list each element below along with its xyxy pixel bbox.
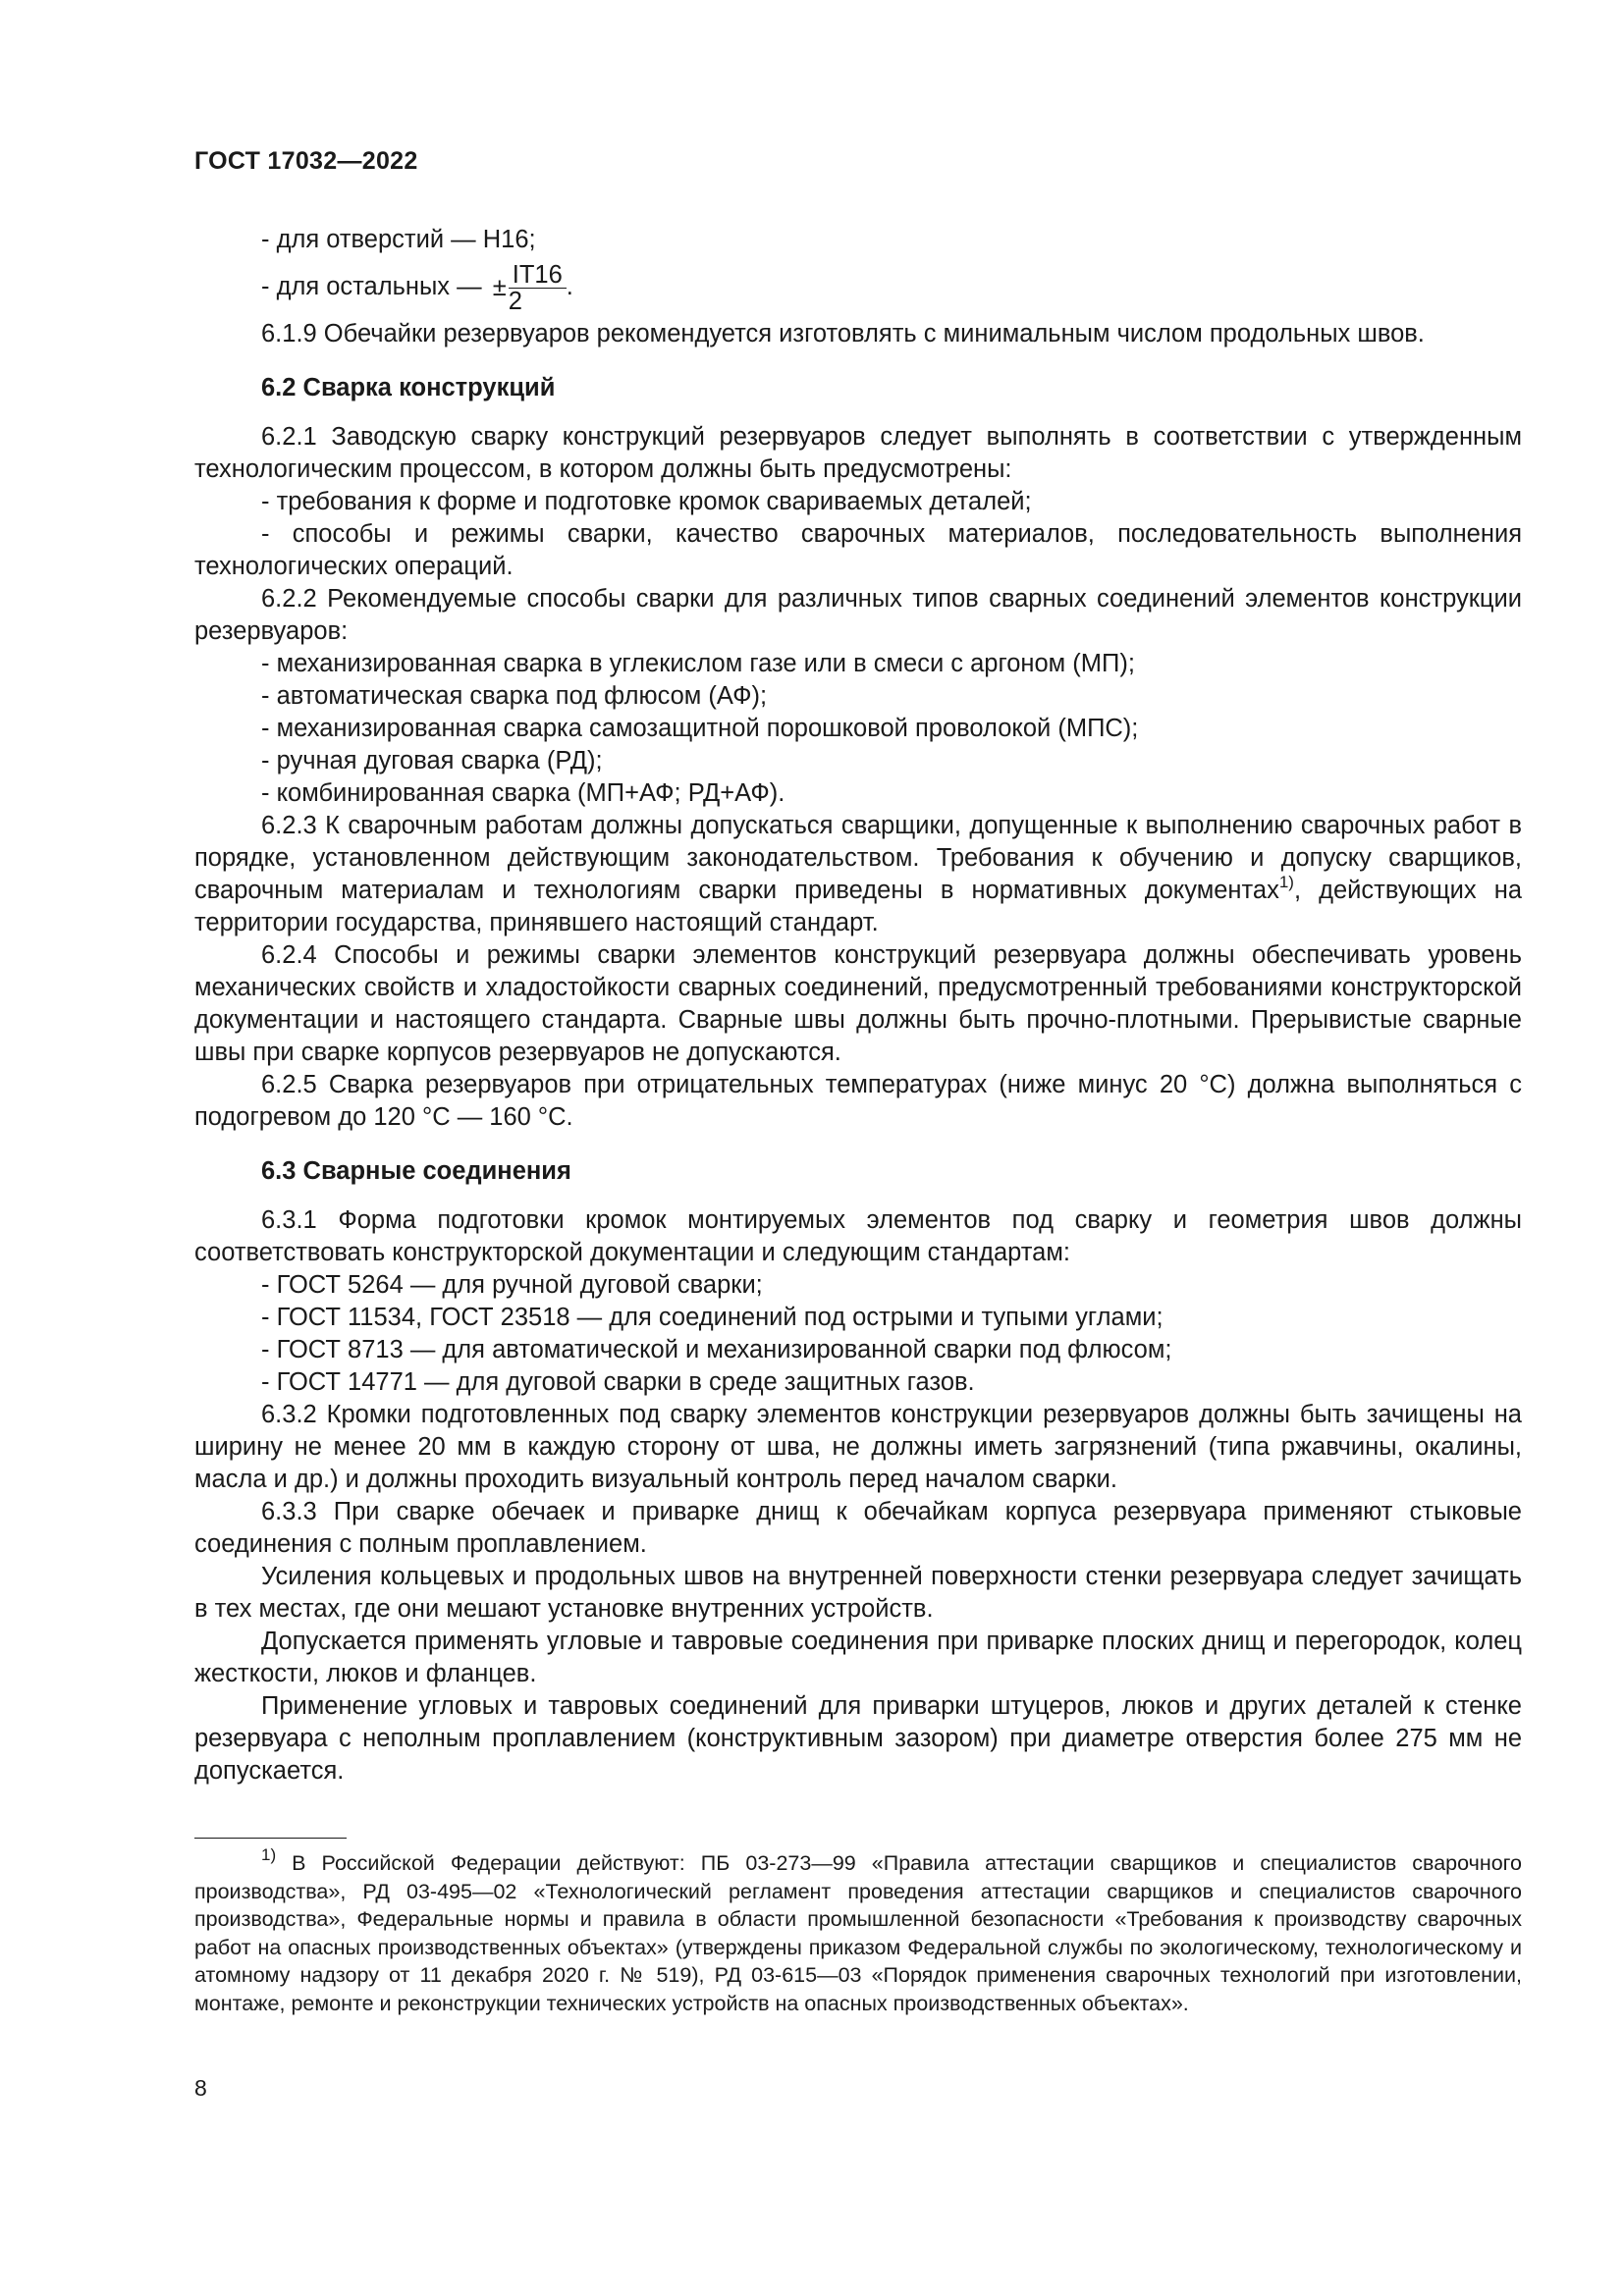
plus-minus-sign: ± — [492, 274, 507, 301]
paragraph-6-2-3-text: 6.2.3 К сварочным работам должны допускаться сварщики, допущенные к выполнению сварочных работ в порядке, установленном действующим законодательством. Требования к обучению и допуску сварщиков, сварочным материалам и технологиям сварки приведены в нормативных документах — [194, 812, 1522, 904]
paragraph-6-3-2: 6.3.2 Кромки подготовленных под сварку элементов конструкции резервуаров должны быть зачищены на ширину не менее 20 мм в каждую сторону от шва, не должны иметь загрязнений (типа ржавчины, окалины, масла и др.) и должны проходить визуальный контроль перед началом сварки. — [194, 1401, 1522, 1493]
list-item: - комбинированная сварка (МП+АФ; РД+АФ). — [261, 779, 785, 807]
others-prefix: - для остальных — — [261, 273, 482, 301]
list-item-others — [194, 262, 1522, 314]
tolerance-fraction — [509, 262, 567, 314]
document-header: ГОСТ 17032—2022 — [194, 147, 418, 175]
footnote-mark: 1) — [261, 1844, 277, 1864]
paragraph-6-3-3-b: Усиления кольцевых и продольных швов на внутренней поверхности стенки резервуара следует зачищать в тех местах, где они мешают установке внутренних устройств. — [194, 1563, 1522, 1623]
fraction-denominator: 2 — [508, 288, 522, 315]
others-suffix: . — [566, 273, 573, 301]
paragraph-6-2-2: 6.2.2 Рекомендуемые способы сварки для различных типов сварных соединений элементов конструкции резервуаров: — [194, 585, 1522, 645]
paragraph-6-2-3 — [194, 810, 1522, 939]
list-item: - автоматическая сварка под флюсом (АФ); — [261, 682, 768, 710]
paragraph-6-3-3-c: Допускается применять угловые и тавровые соединения при приварке плоских днищ и перегородок, колец жесткости, люков и фланцев. — [194, 1628, 1522, 1687]
paragraph-6-2-5: 6.2.5 Сварка резервуаров при отрицательных температурах (ниже минус 20 °С) должна выполняться с подогревом до 120 °С — 160 °С. — [194, 1071, 1522, 1131]
list-item: - ГОСТ 11534, ГОСТ 23518 — для соединений под острыми и тупыми углами; — [261, 1304, 1164, 1331]
list-item: - ГОСТ 14771 — для дуговой сварки в среде защитных газов. — [261, 1368, 975, 1396]
paragraph-6-2-1: 6.2.1 Заводскую сварку конструкций резервуаров следует выполнять в соответствии с утвержденным технологическим процессом, в котором должны быть предусмотрены: — [194, 423, 1522, 483]
list-item: - ГОСТ 8713 — для автоматической и механизированной сварки под флюсом; — [261, 1336, 1172, 1363]
paragraph-6-3-1: 6.3.1 Форма подготовки кромок монтируемых элементов под сварку и геометрия швов должны соответствовать конструкторской документации и следующим стандартам: — [194, 1206, 1522, 1266]
footnote-reference: 1) — [1278, 872, 1294, 891]
footnote-separator — [194, 1838, 347, 1839]
document-body — [194, 224, 1522, 1788]
footnote-text — [194, 1844, 1522, 2017]
fraction-numerator: IT16 — [509, 262, 567, 289]
section-title-6-2: 6.2 Сварка конструкций — [261, 374, 556, 401]
footnote — [194, 1844, 1522, 2017]
list-item: - механизированная сварка в углекислом газе или в смеси с аргоном (МП); — [261, 650, 1135, 677]
list-item: - механизированная сварка самозащитной порошковой проволокой (МПС); — [261, 715, 1139, 742]
footnote-body: В Российской Федерации действуют: ПБ 03-273—99 «Правила аттестации сварщиков и специалистов сварочного производства», РД 03-495—02 «Технологический регламент проведения аттестации сварщиков и специалистов сварочного производства», Федеральные нормы и правила в области промышленной безопасности «Требования к производству сварочных работ на опасных производственных объектах» (утверждены приказом Федеральной службы по экологическому, технологическому и атомному надзору от 11 декабря 2020 г. № 519), РД 03-615—03 «Порядок применения сварочных технологий при изготовлении, монтаже, ремонте и реконструкции технических устройств на опасных производственных объектах». — [194, 1851, 1522, 2015]
paragraph-6-1-9: 6.1.9 Обечайки резервуаров рекомендуется изготовлять с минимальным числом продольных швов. — [261, 320, 1425, 347]
paragraph-6-2-4: 6.2.4 Способы и режимы сварки элементов конструкций резервуара должны обеспечивать уровень механических свойств и хладостойкости сварных соединений, предусмотренный требованиями конструкторской документации и настоящего стандарта. Сварные швы должны быть прочно-плотными. Прерывистые сварные швы при сварке корпусов резервуаров не допускаются. — [194, 941, 1522, 1066]
list-item: - требования к форме и подготовке кромок свариваемых деталей; — [261, 488, 1032, 515]
page-number: 8 — [194, 2075, 207, 2101]
paragraph-6-2-3-tail: , действующих на территории государства, принявшего настоящий стандарт. — [194, 877, 1522, 936]
list-item: - способы и режимы сварки, качество сварочных материалов, последовательность выполнения технологических операций. — [194, 520, 1522, 580]
paragraph-6-3-3-d: Применение угловых и тавровых соединений для приварки штуцеров, люков и других деталей к стенке резервуара с неполным проплавлением (конструктивным зазором) при диаметре отверстия более 275 мм не допускается. — [194, 1692, 1522, 1785]
list-item: - ГОСТ 5264 — для ручной дуговой сварки; — [261, 1271, 763, 1299]
list-item-holes: - для отверстий — H16; — [261, 226, 536, 253]
section-title-6-3: 6.3 Сварные соединения — [261, 1157, 571, 1185]
paragraph-6-3-3: 6.3.3 При сварке обечаек и приварке днищ к обечайкам корпуса резервуара применяют стыковые соединения с полным проплавлением. — [194, 1498, 1522, 1558]
list-item: - ручная дуговая сварка (РД); — [261, 747, 603, 774]
